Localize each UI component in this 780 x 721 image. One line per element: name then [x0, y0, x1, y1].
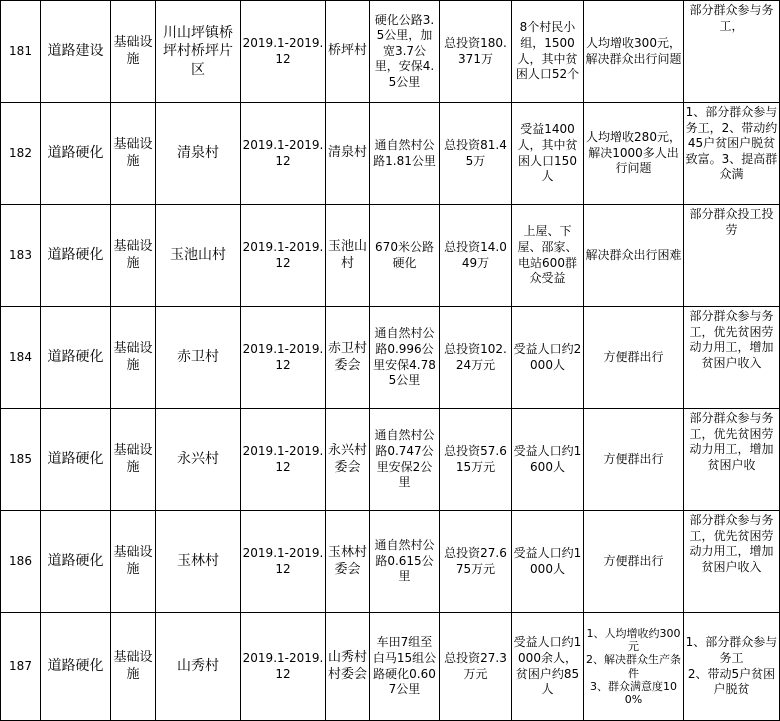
cell-expected-benefit-text: 解决群众出行困难: [585, 247, 682, 262]
cell-investment: [440, 307, 512, 409]
cell-location-text: 山秀村: [177, 658, 219, 675]
cell-project-name-text: 道路硬化: [47, 451, 104, 468]
cell-construction-content-text: 670米公路硬化: [375, 239, 434, 270]
cell-expected-benefit-text: 1、人均增收约300元 2、解决群众生产条件 3、群众满意度100%: [586, 626, 681, 706]
cell-project-name-text: 道路硬化: [47, 247, 104, 264]
cell-expected-benefit-text: 方便群出行: [603, 451, 664, 466]
cell-category-text: 基础设施: [113, 544, 153, 577]
cell-responsible-unit-text: 永兴村委会: [327, 442, 367, 475]
cell-construction-content-text: 通自然村公路1.81公里: [373, 137, 436, 168]
cell-responsible-unit-text: 桥坪村: [327, 43, 367, 59]
cell-beneficiaries-text: 受益人口约1600人: [513, 443, 582, 474]
cell-mechanism-text: 部分群众参与务工，优先贫困劳动力用工，增加贫困户收入: [689, 309, 774, 370]
cell-responsible-unit-text: 赤卫村委会: [327, 340, 367, 373]
cell-construction-content-text: 硬化公路3.5公里，加宽3.7公里，安保4.5公里: [374, 12, 435, 89]
cell-beneficiaries: [512, 1, 584, 103]
cell-project-name: [41, 103, 111, 205]
cell-project-name: [41, 409, 111, 511]
cell-period-text: 2019.1-2019.12: [242, 650, 324, 681]
cell-category: [111, 613, 156, 721]
cell-beneficiaries-text: 受益1400人，其中贫困人口150人: [517, 122, 578, 184]
cell-number: [1, 613, 41, 721]
cell-number-text: 182: [9, 145, 32, 160]
cell-construction-content-text: 通自然村公路0.615公里: [374, 538, 435, 584]
cell-mechanism-text: 1、部分群众参与务工，2、带动约45户贫困户脱贫致富。3、提高群众满: [685, 105, 778, 182]
cell-project-name: [41, 613, 111, 721]
table-row: [1, 613, 780, 721]
table-row: [1, 511, 780, 613]
cell-category-text: 基础设施: [113, 340, 153, 373]
cell-expected-benefit-text: 方便群出行: [603, 553, 664, 568]
table-row: [1, 205, 780, 307]
cell-responsible-unit: [326, 307, 370, 409]
cell-expected-benefit-text: 人均增收300元，解决群众出行问题: [585, 35, 682, 66]
cell-mechanism: [684, 613, 780, 721]
cell-number-text: 185: [9, 451, 32, 466]
cell-number: [1, 409, 41, 511]
cell-responsible-unit: [326, 1, 370, 103]
cell-mechanism: [684, 511, 780, 613]
cell-investment-text: 总投资180.371万: [444, 35, 507, 66]
cell-mechanism-text: 部分群众参与务工，优先贫困劳动力用工，增加贫困户收入: [689, 513, 774, 574]
cell-expected-benefit: [584, 103, 684, 205]
cell-period: [241, 511, 326, 613]
cell-location: [156, 409, 241, 511]
cell-investment-text: 总投资27.3万元: [444, 650, 507, 681]
cell-construction-content: [370, 307, 440, 409]
cell-number: [1, 511, 41, 613]
cell-mechanism: [684, 307, 780, 409]
cell-category: [111, 409, 156, 511]
table-row: [1, 409, 780, 511]
cell-period-text: 2019.1-2019.12: [242, 137, 324, 168]
cell-location-text: 清泉村: [177, 145, 219, 162]
cell-category-text: 基础设施: [113, 34, 153, 67]
cell-category-text: 基础设施: [113, 442, 153, 475]
cell-expected-benefit: [584, 409, 684, 511]
cell-beneficiaries: [512, 103, 584, 205]
cell-construction-content: [370, 205, 440, 307]
cell-investment-text: 总投资57.615万元: [444, 443, 507, 474]
cell-location-text: 赤卫村: [177, 349, 219, 366]
cell-project-name-text: 道路硬化: [47, 349, 104, 366]
cell-mechanism: [684, 409, 780, 511]
cell-project-name-text: 道路硬化: [47, 145, 104, 162]
cell-beneficiaries: [512, 307, 584, 409]
cell-investment: [440, 511, 512, 613]
cell-period: [241, 409, 326, 511]
cell-responsible-unit: [326, 613, 370, 721]
cell-project-name: [41, 511, 111, 613]
cell-category: [111, 307, 156, 409]
table-row: [1, 1, 780, 103]
cell-construction-content: [370, 103, 440, 205]
cell-responsible-unit: [326, 103, 370, 205]
cell-responsible-unit: [326, 409, 370, 511]
cell-period-text: 2019.1-2019.12: [242, 35, 324, 66]
cell-number-text: 181: [9, 43, 32, 58]
cell-period: [241, 307, 326, 409]
cell-responsible-unit-text: 玉池山村: [327, 238, 367, 271]
cell-beneficiaries-text: 8个村民小组，1500人，其中贫困人口52个: [515, 20, 580, 82]
cell-expected-benefit-text: 人均增收280元，解决1000多人出行问题: [586, 130, 681, 176]
cell-location: [156, 613, 241, 721]
cell-investment: [440, 1, 512, 103]
cell-location: [156, 511, 241, 613]
cell-investment-text: 总投资14.049万: [444, 239, 507, 270]
cell-expected-benefit-text: 方便群出行: [603, 349, 664, 364]
cell-responsible-unit-text: 山秀村村委会: [327, 649, 367, 682]
cell-construction-content-text: 车田7组至白马15组公路硬化0.607公里: [372, 635, 437, 697]
cell-responsible-unit: [326, 205, 370, 307]
table-row: [1, 103, 780, 205]
cell-mechanism-text: 部分群众参与务工，优先贫困劳动力用工，增加贫困户收: [689, 411, 774, 472]
cell-construction-content-text: 通自然村公路0.996公里安保4.785公里: [373, 326, 436, 388]
cell-category: [111, 103, 156, 205]
cell-responsible-unit-text: 清泉村: [327, 145, 367, 161]
cell-location-text: 永兴村: [177, 451, 219, 468]
cell-mechanism-text: 部分群众参与务工，: [689, 3, 774, 33]
cell-number: [1, 1, 41, 103]
cell-category: [111, 205, 156, 307]
cell-expected-benefit: [584, 1, 684, 103]
cell-expected-benefit: [584, 205, 684, 307]
cell-category-text: 基础设施: [113, 238, 153, 271]
cell-location: [156, 103, 241, 205]
cell-project-name: [41, 307, 111, 409]
cell-project-name: [41, 1, 111, 103]
cell-responsible-unit: [326, 511, 370, 613]
cell-location-text: 玉池山村: [170, 247, 226, 264]
cell-period-text: 2019.1-2019.12: [242, 239, 324, 270]
cell-beneficiaries-text: 受益人口约1000余人，贫困户约85人: [513, 635, 582, 697]
cell-investment: [440, 613, 512, 721]
cell-mechanism: [684, 103, 780, 205]
cell-beneficiaries-text: 受益人口约2000人: [513, 341, 582, 372]
cell-period: [241, 1, 326, 103]
cell-number-text: 183: [9, 247, 32, 262]
cell-responsible-unit-text: 玉林村委会: [327, 544, 367, 577]
cell-location: [156, 1, 241, 103]
cell-project-name-text: 道路硬化: [47, 553, 104, 570]
cell-beneficiaries: [512, 205, 584, 307]
cell-project-name-text: 道路建设: [47, 43, 104, 60]
cell-location-text: 玉林村: [177, 553, 219, 570]
cell-construction-content: [370, 613, 440, 721]
cell-period-text: 2019.1-2019.12: [242, 341, 324, 372]
cell-beneficiaries: [512, 613, 584, 721]
cell-beneficiaries-text: 上屋、下屋、邵家、电站600群众受益: [517, 224, 578, 286]
cell-location-text: 川山坪镇桥坪村桥坪片区: [163, 25, 233, 78]
cell-construction-content-text: 通自然村公路0.747公里安保2公里: [374, 428, 435, 490]
cell-location: [156, 205, 241, 307]
cell-beneficiaries: [512, 511, 584, 613]
cell-expected-benefit: [584, 511, 684, 613]
cell-mechanism-text: 1、部分群众参与务工 2、带动5户贫困户脱贫: [685, 635, 778, 697]
table-row: [1, 307, 780, 409]
table-body: [1, 1, 780, 721]
cell-construction-content: [370, 409, 440, 511]
cell-construction-content: [370, 511, 440, 613]
cell-period: [241, 103, 326, 205]
cell-number: [1, 307, 41, 409]
cell-number: [1, 103, 41, 205]
cell-investment-text: 总投资81.45万: [444, 137, 507, 168]
cell-investment-text: 总投资102.24万元: [444, 341, 507, 372]
cell-period-text: 2019.1-2019.12: [242, 443, 324, 474]
cell-investment-text: 总投资27.675万元: [444, 545, 507, 576]
cell-expected-benefit: [584, 307, 684, 409]
cell-investment: [440, 205, 512, 307]
cell-period: [241, 205, 326, 307]
cell-investment: [440, 409, 512, 511]
cell-beneficiaries-text: 受益人口约1000人: [513, 545, 582, 576]
cell-project-name: [41, 205, 111, 307]
cell-category-text: 基础设施: [113, 649, 153, 682]
cell-period-text: 2019.1-2019.12: [242, 545, 324, 576]
cell-mechanism-text: 部分群众投工投劳: [689, 207, 774, 237]
cell-expected-benefit: [584, 613, 684, 721]
cell-location: [156, 307, 241, 409]
cell-number-text: 186: [9, 553, 32, 568]
cell-project-name-text: 道路硬化: [47, 658, 104, 675]
cell-category-text: 基础设施: [113, 136, 153, 169]
cell-period: [241, 613, 326, 721]
cell-investment: [440, 103, 512, 205]
cell-beneficiaries: [512, 409, 584, 511]
cell-category: [111, 1, 156, 103]
cell-category: [111, 511, 156, 613]
cell-number-text: 184: [9, 349, 32, 364]
cell-mechanism: [684, 1, 780, 103]
cell-number-text: 187: [9, 658, 32, 673]
cell-construction-content: [370, 1, 440, 103]
cell-mechanism: [684, 205, 780, 307]
cell-number: [1, 205, 41, 307]
